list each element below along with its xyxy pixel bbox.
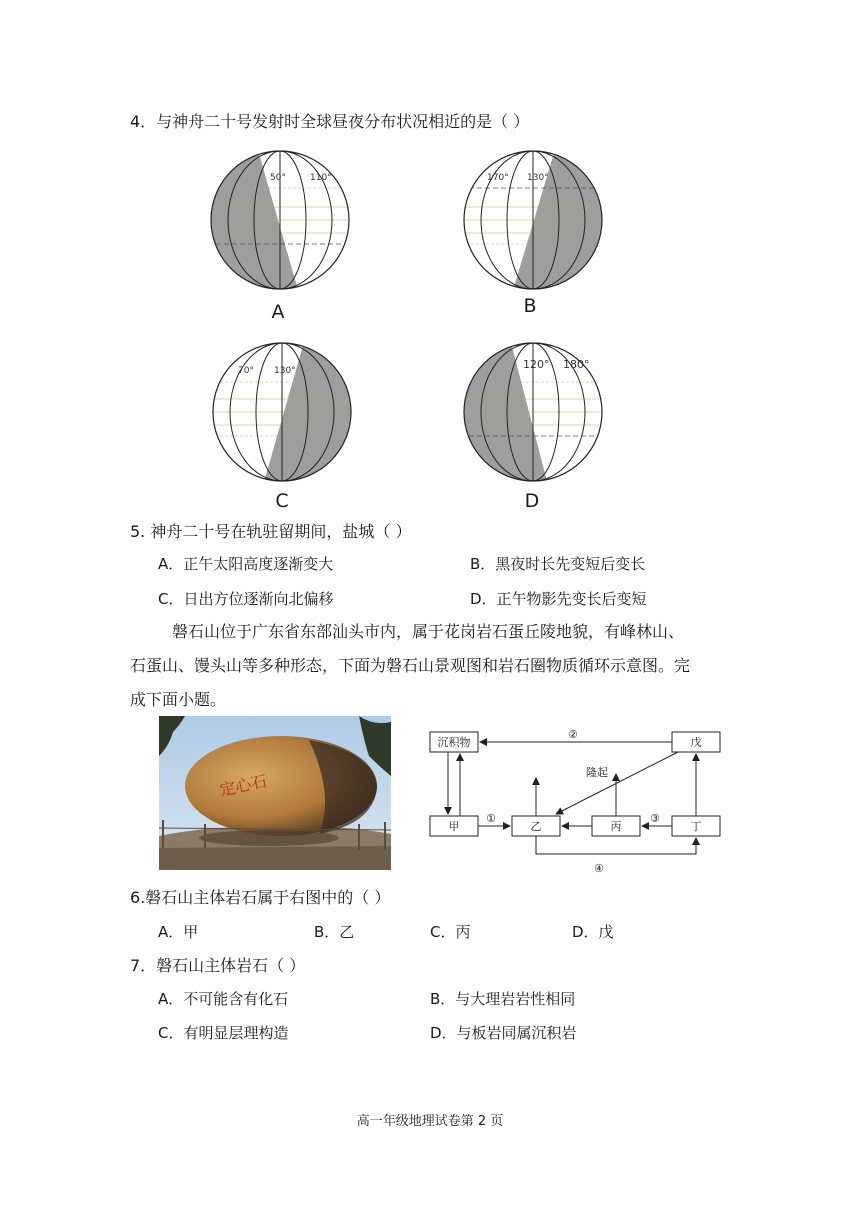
node-yi: 乙 xyxy=(530,820,542,833)
question-6-option-b: B．乙 xyxy=(314,923,355,941)
question-6-text: 6.磐石山主体岩石属于右图中的（ ） xyxy=(130,888,391,907)
globe-c-label: C xyxy=(275,490,289,512)
passage xyxy=(130,615,730,717)
question-5-option-b: B．黑夜时长先变短后变长 xyxy=(470,555,646,573)
node-bing: 丙 xyxy=(610,820,622,833)
question-5-option-d: D．正午物影先变长后变短 xyxy=(470,590,647,608)
globe-a-lon-right: 110° xyxy=(310,173,332,183)
marker-2: ② xyxy=(568,728,578,741)
question-7-option-b: B．与大理岩岩性相同 xyxy=(430,990,576,1008)
question-6-option-d: D．戊 xyxy=(572,923,614,941)
rock-cycle-diagram xyxy=(428,722,728,884)
question-7-option-d: D．与板岩同属沉积岩 xyxy=(430,1024,577,1042)
globe-d xyxy=(461,340,605,488)
rock-inscription: 定心石 xyxy=(217,771,269,800)
globe-a-lon-left: 50° xyxy=(270,173,286,183)
globe-b xyxy=(461,148,605,296)
question-6-option-a: A．甲 xyxy=(158,923,199,941)
globe-b-label: B xyxy=(523,295,537,317)
question-5-text: 5. 神舟二十号在轨驻留期间，盐城（ ） xyxy=(130,522,412,541)
passage-line-1: 磐石山位于广东省东部汕头市内，属于花岗岩石蛋丘陵地貌，有峰林山、 xyxy=(172,622,685,641)
globe-d-lon-left: 120° xyxy=(523,358,550,371)
globe-a xyxy=(208,148,352,296)
globe-c-lon-right: 130° xyxy=(274,366,296,376)
node-sediment: 沉积物 xyxy=(437,736,471,749)
globe-d-label: D xyxy=(524,490,540,512)
node-wu: 戊 xyxy=(690,736,702,749)
globe-a-diagram xyxy=(208,148,352,292)
marker-3: ③ xyxy=(650,812,660,825)
question-4-text: 4．与神舟二十号发射时全球昼夜分布状况相近的是（ ） xyxy=(130,112,530,131)
marker-4: ④ xyxy=(594,862,604,875)
globe-d-lon-right: 180° xyxy=(563,358,590,371)
question-5-option-a: A．正午太阳高度逐渐变大 xyxy=(158,555,334,573)
question-5-option-c: C．日出方位逐渐向北偏移 xyxy=(158,590,334,608)
passage-line-3: 成下面小题。 xyxy=(130,690,227,709)
globe-b-lon-left: 170° xyxy=(487,173,509,183)
globe-c-lon-left: 70° xyxy=(238,366,254,376)
globe-b-lon-right: 130° xyxy=(527,173,549,183)
globe-d-diagram xyxy=(461,340,605,484)
panshi-mountain-photo xyxy=(159,716,391,870)
node-ding: 丁 xyxy=(690,820,702,833)
question-6-option-c: C．丙 xyxy=(430,923,471,941)
marker-1: ① xyxy=(486,812,496,825)
node-jia: 甲 xyxy=(448,820,460,833)
globe-b-diagram xyxy=(461,148,605,292)
globe-c xyxy=(210,340,354,488)
page-footer: 高一年级地理试卷第 2 页 xyxy=(356,1114,504,1129)
globe-c-diagram xyxy=(210,340,354,484)
question-7-text: 7．磐石山主体岩石（ ） xyxy=(130,956,306,975)
passage-line-2: 石蛋山、馒头山等多种形态，下面为磐石山景观图和岩石圈物质循环示意图。完 xyxy=(130,656,691,675)
globe-a-label: A xyxy=(271,301,285,323)
question-7-option-a: A．不可能含有化石 xyxy=(158,990,289,1008)
question-7-option-c: C．有明显层理构造 xyxy=(158,1024,289,1042)
uplift-label: 隆起 xyxy=(586,766,608,779)
